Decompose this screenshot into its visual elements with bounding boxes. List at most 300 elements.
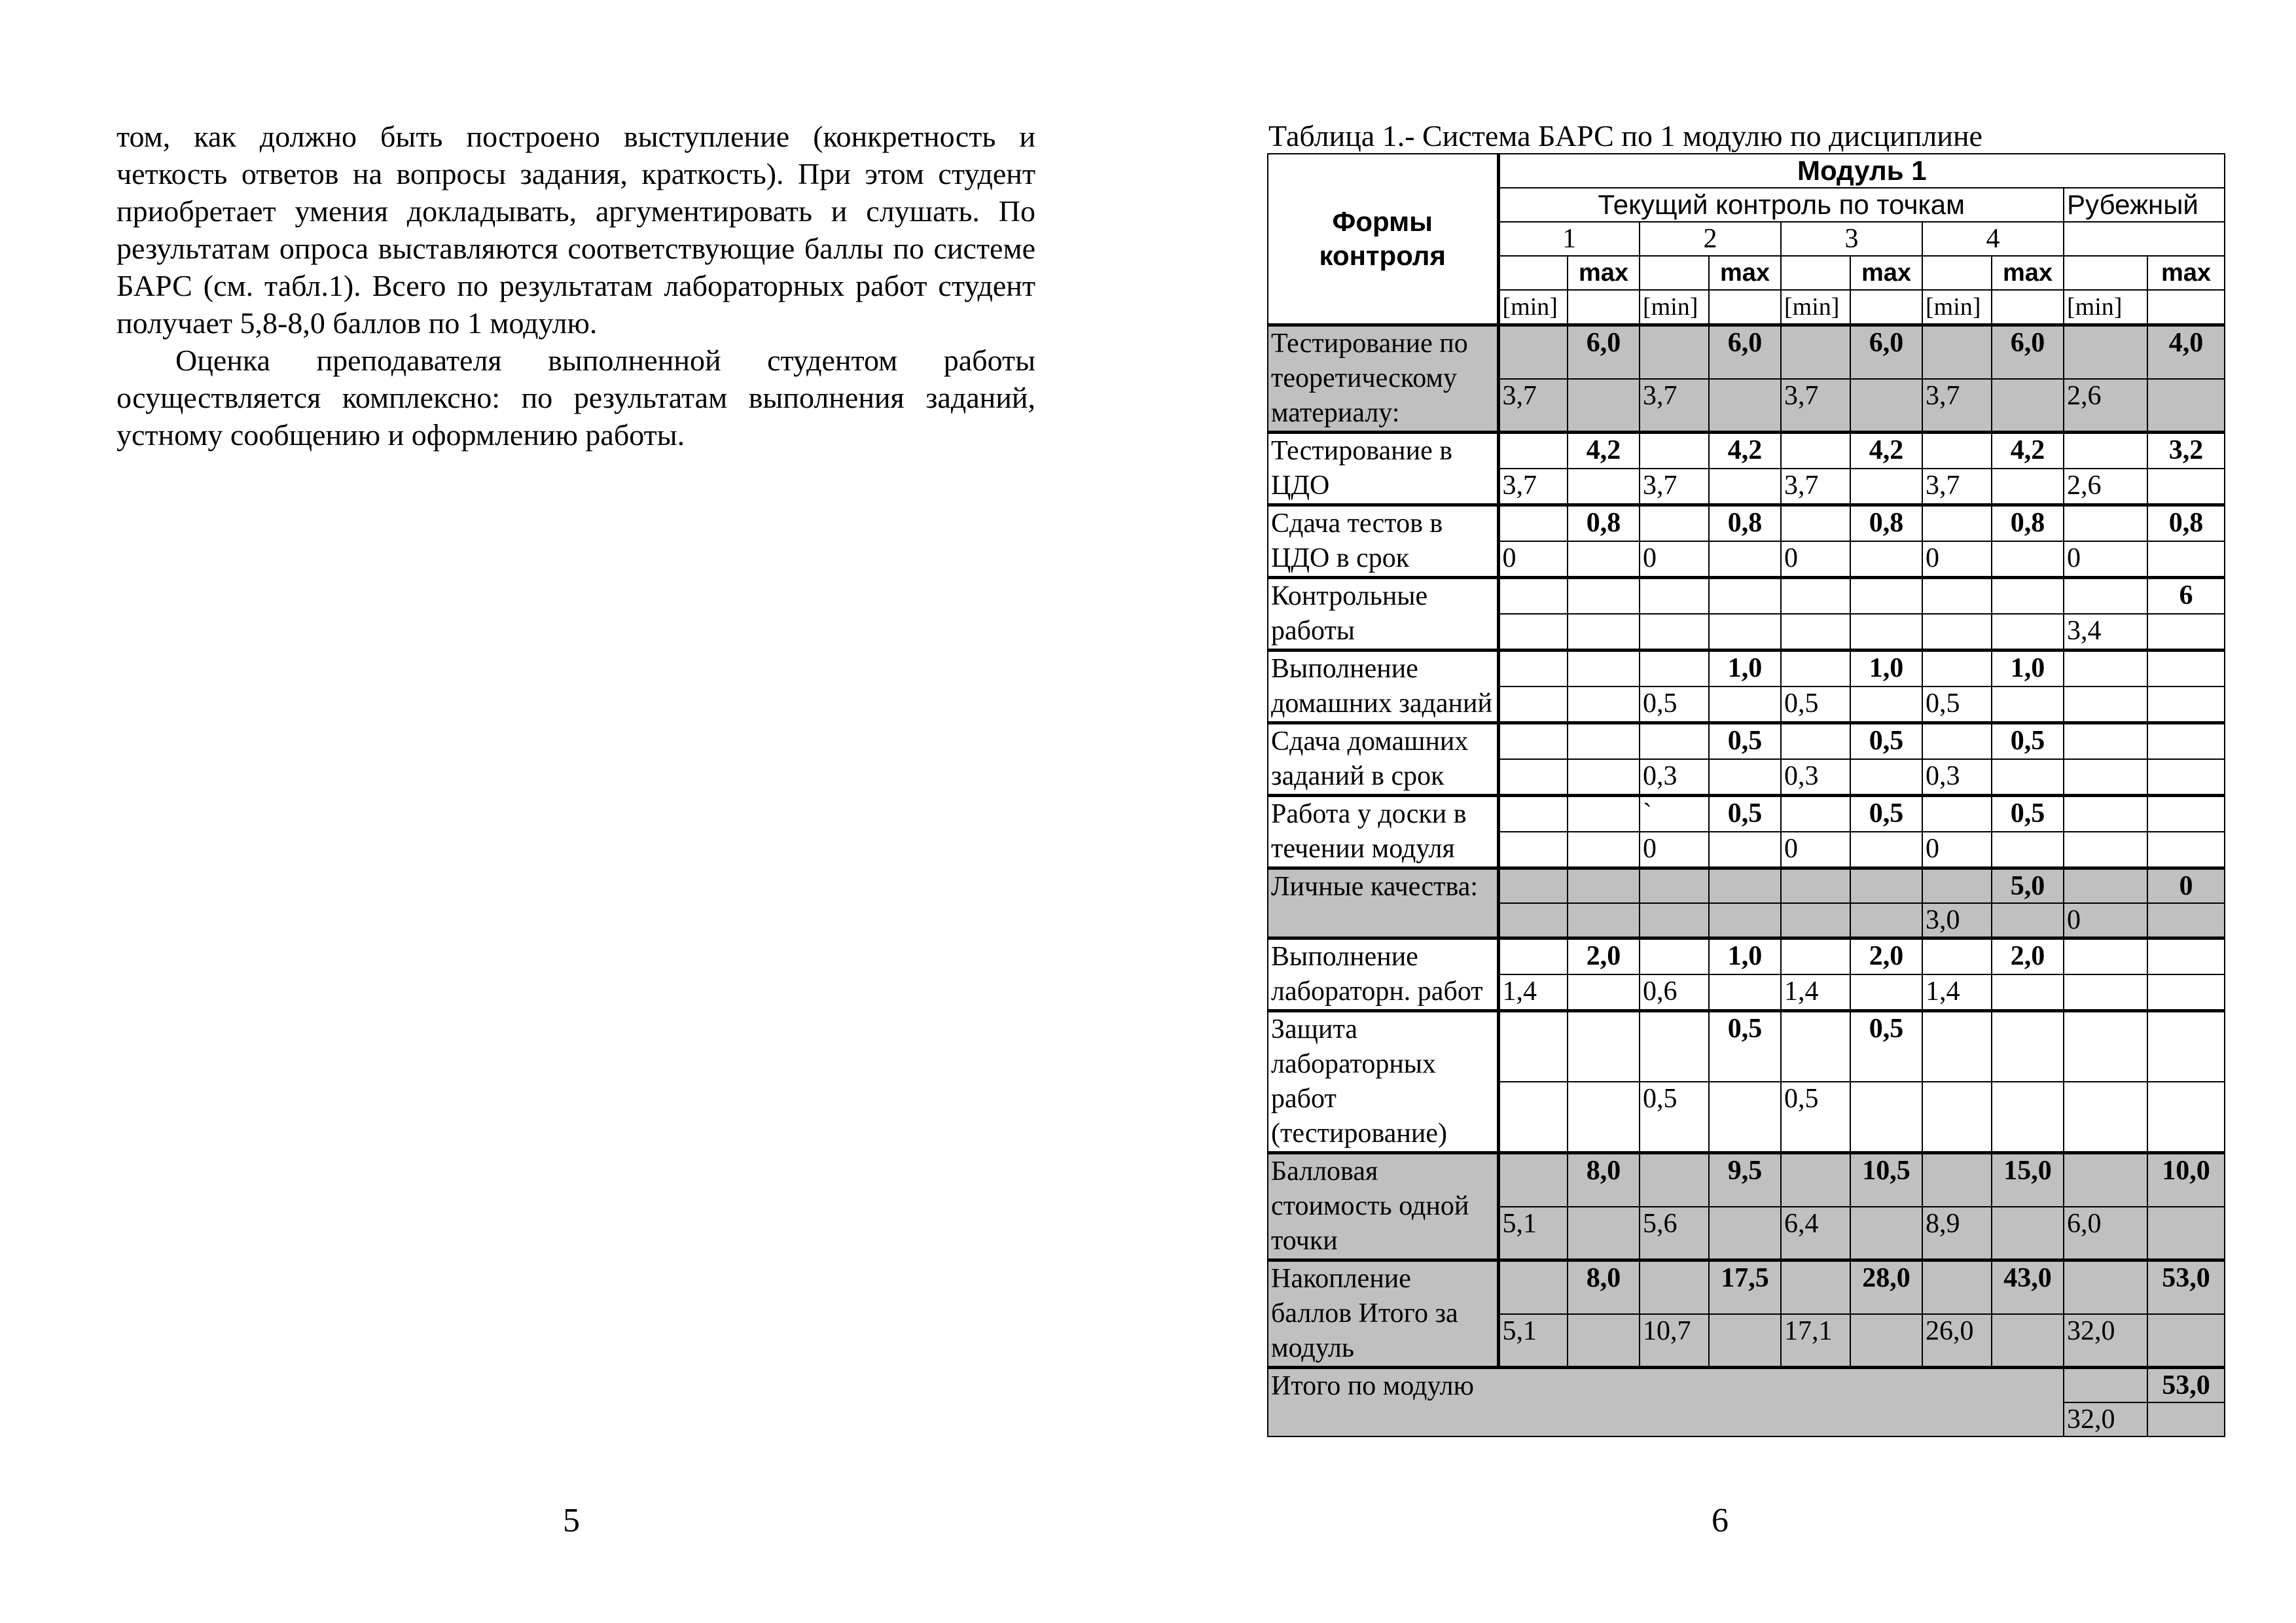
cell-min: [2064, 759, 2147, 796]
cell-max: 0,8: [1568, 505, 1640, 542]
cell-min: 3,7: [1781, 469, 1850, 505]
cell-min: 3,0: [1922, 903, 1992, 938]
cell-max: [2147, 723, 2225, 760]
cell-blank: [1922, 433, 1992, 469]
cell-max: 4,0: [2147, 325, 2225, 379]
cell-max: 0,8: [1709, 505, 1781, 542]
cell-blank: [1922, 796, 1992, 832]
table-row: [1268, 938, 2225, 975]
cell-max: 4,2: [1992, 433, 2064, 469]
row-label: Работа у доски в течении модуля: [1268, 796, 1498, 868]
cell-min: 0,3: [1640, 759, 1709, 796]
cell-blank: [1781, 868, 1850, 904]
cell-blank: [1568, 903, 1640, 938]
cell-max: [2147, 1011, 2225, 1082]
paragraph-2: Оценка преподавателя выполненной студентом работы осуществляется комплексно: по результатам выполнения заданий, устному сообщению и оформлению работы.: [117, 344, 1035, 452]
cell-blank: [2147, 541, 2225, 578]
cell-max: 0,5: [1992, 796, 2064, 832]
cell-blank: [1850, 974, 1922, 1011]
row-label: Тестирование в ЦДО: [1268, 433, 1498, 505]
row-label: Выполнение лабораторн. работ: [1268, 938, 1498, 1011]
table-row: [1268, 723, 2225, 760]
cell-min: 5,1: [1498, 1207, 1568, 1260]
cell-blank: [1498, 578, 1568, 615]
table-row: [1268, 1260, 2225, 1314]
cell-max: 6,0: [1709, 325, 1781, 379]
cell-min: 0,5: [1922, 687, 1992, 723]
cell-min: 5,1: [1498, 1314, 1568, 1368]
cell-blank: [1640, 1011, 1709, 1082]
cell-blank: [1640, 723, 1709, 760]
cell-min: 6,4: [1781, 1207, 1850, 1260]
cell-blank: [2147, 614, 2225, 651]
cell-blank: [1781, 723, 1850, 760]
cell-min: 0,6: [1640, 974, 1709, 1011]
table-row: [1268, 1153, 2225, 1207]
header-max: max: [2147, 256, 2225, 290]
cell-blank: [2064, 578, 2147, 615]
cell-blank: [1640, 1260, 1709, 1314]
cell-max: 0,8: [1992, 505, 2064, 542]
cell-blank: [2147, 974, 2225, 1011]
cell-max: 6,0: [1992, 325, 2064, 379]
header-final: Рубежный: [2064, 188, 2225, 222]
cell-blank: [2064, 1011, 2147, 1082]
cell-max: 3,2: [2147, 433, 2225, 469]
cell-max: 10,5: [1850, 1153, 1922, 1207]
cell-blank: [1922, 505, 1992, 542]
cell-blank: [1781, 1153, 1850, 1207]
cell-min: 1,4: [1498, 974, 1568, 1011]
cell-blank: [1568, 541, 1640, 578]
header-min: [min]: [1640, 290, 1709, 325]
cell-max: [1568, 796, 1640, 832]
cell-blank: [1709, 1314, 1781, 1368]
cell-max: [1568, 1011, 1640, 1082]
cell-blank: [1568, 469, 1640, 505]
cell-min: 6,0: [2064, 1207, 2147, 1260]
table-row: [1268, 868, 2225, 904]
table-row: [1268, 1011, 2225, 1082]
cell-blank: [1498, 651, 1568, 687]
header-min: [min]: [1781, 290, 1850, 325]
cell-blank: [1498, 938, 1568, 975]
cell-blank: [1922, 938, 1992, 975]
cell-blank: [1568, 379, 1640, 433]
cell-min: 0,5: [1640, 1082, 1709, 1153]
cell-max: 4,2: [1709, 433, 1781, 469]
cell-min: [2064, 1082, 2147, 1153]
cell-blank: [1709, 832, 1781, 868]
cell-blank: [1850, 687, 1922, 723]
cell-min: [1781, 903, 1850, 938]
cell-blank: [1922, 868, 1992, 904]
cell-blank: [2064, 433, 2147, 469]
header-point-4: 4: [1922, 222, 2064, 256]
cell-max: 53,0: [2147, 1260, 2225, 1314]
blank: [1709, 290, 1781, 325]
header-min: [min]: [1922, 290, 1992, 325]
cell-blank: [1498, 1260, 1568, 1314]
cell-blank: [1640, 1153, 1709, 1207]
cell-blank: [1640, 433, 1709, 469]
cell-min: 0,5: [1781, 1082, 1850, 1153]
cell-max: 0,5: [1992, 723, 2064, 760]
cell-blank: [2147, 1314, 2225, 1368]
table-row: [1268, 505, 2225, 542]
cell-blank: [1709, 1082, 1781, 1153]
cell-min: 3,7: [1640, 469, 1709, 505]
row-label: Защита лабораторных работ (тестирование): [1268, 1011, 1498, 1153]
cell-blank: [2147, 1207, 2225, 1260]
cell-blank: [2147, 469, 2225, 505]
cell-max: 8,0: [1568, 1153, 1640, 1207]
cell-blank: [1850, 1207, 1922, 1260]
cell-blank: [1850, 1082, 1922, 1153]
cell-blank: [2147, 903, 2225, 938]
cell-max: 4,2: [1568, 433, 1640, 469]
table-row: [1268, 796, 2225, 832]
cell-max: [1992, 578, 2064, 615]
cell-min: 0,5: [1781, 687, 1850, 723]
cell-min: 0: [1922, 541, 1992, 578]
cell-blank: [1992, 379, 2064, 433]
cell-min: 3,7: [1640, 379, 1709, 433]
cell-blank: [2064, 938, 2147, 975]
cell-blank: [1568, 974, 1640, 1011]
header-min: [min]: [2064, 290, 2147, 325]
cell-min: [2064, 687, 2147, 723]
cell-min: [1640, 903, 1709, 938]
cell-blank: [1498, 505, 1568, 542]
cell-blank: [1781, 651, 1850, 687]
cell-blank: [1850, 1314, 1922, 1368]
cell-max: [1568, 578, 1640, 615]
cell-blank: [1850, 759, 1922, 796]
cell-blank: [1568, 832, 1640, 868]
cell-blank: [1498, 433, 1568, 469]
blank: [1781, 256, 1850, 290]
header-min: [min]: [1498, 290, 1568, 325]
cell-max: [2147, 938, 2225, 975]
cell-blank: [1568, 1207, 1640, 1260]
cell-blank: [2147, 1082, 2225, 1153]
cell-max: 17,5: [1709, 1260, 1781, 1314]
cell-blank: [1922, 1153, 1992, 1207]
cell-blank: [1640, 868, 1709, 904]
cell-blank: [1498, 723, 1568, 760]
cell-min: [1781, 614, 1850, 651]
cell-blank: [1992, 469, 2064, 505]
total-label: Итого по модулю: [1268, 1368, 2064, 1437]
paragraph-1: том, как должно быть построено выступление (конкретность и четкость ответов на вопросы задания, краткость). При этом студент приобретает умения докладывать, аргументировать и слушать. По результатам опроса выставляются соответствующие баллы по системе БАРС (см. табл.1). Всего по результатам лабораторных работ студент получает 5,8-8,0 баллов по 1 модулю.: [117, 120, 1035, 340]
cell-blank: [1992, 759, 2064, 796]
cell-blank: [1992, 541, 2064, 578]
blank: [1922, 256, 1992, 290]
cell-blank: [1850, 469, 1922, 505]
cell-max: 0,5: [1850, 1011, 1922, 1082]
cell-blank: [1709, 759, 1781, 796]
cell-max: [2147, 651, 2225, 687]
cell-max: 0,5: [1850, 796, 1922, 832]
cell-blank: [1781, 1260, 1850, 1314]
cell-blank: [1781, 325, 1850, 379]
cell-max: 6,0: [1850, 325, 1922, 379]
cell-max: [1568, 723, 1640, 760]
cell-max: 1,0: [1709, 651, 1781, 687]
cell-blank: [2064, 651, 2147, 687]
cell-blank: [2064, 868, 2147, 904]
cell-max: [1568, 868, 1640, 904]
header-max: max: [1568, 256, 1640, 290]
cell-min: [1922, 614, 1992, 651]
cell-max: 0,5: [1709, 723, 1781, 760]
cell-blank: [1640, 578, 1709, 615]
blank: [1850, 290, 1922, 325]
header-point-1: 1: [1498, 222, 1640, 256]
row-label: Накопление баллов Итого за модуль: [1268, 1260, 1498, 1368]
header-point-2: 2: [1640, 222, 1781, 256]
row-label: Балловая стоимость одной точки: [1268, 1153, 1498, 1260]
header-point-3: 3: [1781, 222, 1922, 256]
cell-max: 0,8: [2147, 505, 2225, 542]
cell-blank: [1709, 379, 1781, 433]
cell-blank: [2064, 796, 2147, 832]
total-min: 32,0: [2064, 1402, 2147, 1436]
cell-min: 0,5: [1640, 687, 1709, 723]
header-current: Текущий контроль по точкам: [1498, 188, 2064, 222]
cell-blank: [1640, 325, 1709, 379]
cell-blank: [1922, 1011, 1992, 1082]
cell-blank: [1781, 938, 1850, 975]
header-module: Модуль 1: [1498, 154, 2225, 188]
blank: [2064, 256, 2147, 290]
cell-min: [1922, 1082, 1992, 1153]
cell-max: 9,5: [1709, 1153, 1781, 1207]
cell-blank: [1922, 651, 1992, 687]
cell-blank: [1922, 578, 1992, 615]
cell-min: 10,7: [1640, 1314, 1709, 1368]
cell-blank: [2147, 832, 2225, 868]
cell-blank: [1850, 614, 1922, 651]
cell-blank: [1709, 903, 1781, 938]
header-max: max: [1850, 256, 1922, 290]
table-caption: Таблица 1.- Система БАРС по 1 модулю по дисциплине: [1268, 119, 1982, 152]
cell-min: [1498, 903, 1568, 938]
cell-blank: [2064, 1368, 2147, 1403]
cell-max: 0,5: [1709, 1011, 1781, 1082]
cell-blank: [1992, 832, 2064, 868]
table-row-total: [1268, 1368, 2225, 1403]
header-forms: Формы контроля: [1268, 154, 1498, 325]
blank: [1498, 256, 1568, 290]
cell-blank: [1498, 1011, 1568, 1082]
cell-min: [1498, 1082, 1568, 1153]
cell-min: 3,7: [1498, 469, 1568, 505]
cell-blank: [1781, 433, 1850, 469]
cell-blank: [1992, 687, 2064, 723]
cell-blank: [2064, 1260, 2147, 1314]
cell-blank: [1850, 903, 1922, 938]
cell-blank: [2147, 687, 2225, 723]
cell-min: 0: [1922, 832, 1992, 868]
cell-blank: [1992, 1314, 2064, 1368]
cell-blank: [1640, 505, 1709, 542]
cell-min: 0: [1498, 541, 1568, 578]
cell-min: [1498, 832, 1568, 868]
cell-blank: [1992, 1207, 2064, 1260]
cell-max: 5,0: [1992, 868, 2064, 904]
cell-blank: [2147, 1402, 2225, 1436]
cell-max: 8,0: [1568, 1260, 1640, 1314]
cell-max: 1,0: [1850, 651, 1922, 687]
cell-max: 15,0: [1992, 1153, 2064, 1207]
row-label: Сдача домашних заданий в срок: [1268, 723, 1498, 796]
cell-blank: [1922, 723, 1992, 760]
cell-min: 0: [1781, 541, 1850, 578]
row-label: Сдача тестов в ЦДО в срок: [1268, 505, 1498, 578]
cell-min: 32,0: [2064, 1314, 2147, 1368]
cell-min: 3,7: [1922, 469, 1992, 505]
cell-min: [2064, 974, 2147, 1011]
cell-blank: [1709, 974, 1781, 1011]
cell-blank: [1568, 614, 1640, 651]
table-row: [1268, 578, 2225, 615]
cell-min: 0: [1640, 832, 1709, 868]
cell-max: 6,0: [1568, 325, 1640, 379]
bars-table: [1267, 153, 2225, 1437]
cell-max: 4,2: [1850, 433, 1922, 469]
cell-max: 43,0: [1992, 1260, 2064, 1314]
cell-max: 2,0: [1992, 938, 2064, 975]
blank: [1568, 290, 1640, 325]
cell-min: 8,9: [1922, 1207, 1992, 1260]
cell-max: [1850, 578, 1922, 615]
cell-blank: [1992, 903, 2064, 938]
cell-min: 3,7: [1922, 379, 1992, 433]
cell-blank: [1568, 759, 1640, 796]
cell-min: 5,6: [1640, 1207, 1709, 1260]
page-number-left: 5: [563, 1502, 580, 1539]
page-number-right: 6: [1712, 1502, 1729, 1539]
cell-blank: [1498, 796, 1568, 832]
cell-min: 0: [2064, 541, 2147, 578]
cell-max: 28,0: [1850, 1260, 1922, 1314]
cell-blank: [1568, 1314, 1640, 1368]
cell-blank: `: [1640, 796, 1709, 832]
cell-max: 0,5: [1850, 723, 1922, 760]
cell-blank: [1850, 379, 1922, 433]
cell-blank: [2147, 759, 2225, 796]
cell-blank: [1568, 687, 1640, 723]
cell-min: [2064, 832, 2147, 868]
cell-max: 6: [2147, 578, 2225, 615]
cell-blank: [1922, 325, 1992, 379]
cell-blank: [1781, 505, 1850, 542]
cell-min: 0: [2064, 903, 2147, 938]
cell-blank: [1922, 1260, 1992, 1314]
cell-min: 3,7: [1498, 379, 1568, 433]
cell-min: 0,3: [1922, 759, 1992, 796]
cell-max: [1992, 1011, 2064, 1082]
cell-min: 3,4: [2064, 614, 2147, 651]
cell-blank: [2064, 505, 2147, 542]
cell-max: [1568, 651, 1640, 687]
row-label: Личные качества:: [1268, 868, 1498, 938]
cell-blank: [1781, 796, 1850, 832]
cell-max: [2147, 796, 2225, 832]
cell-min: 3,7: [1781, 379, 1850, 433]
cell-blank: [1709, 469, 1781, 505]
blank: [2147, 290, 2225, 325]
cell-blank: [1498, 1153, 1568, 1207]
header-final-blank: [2064, 222, 2225, 256]
cell-min: 26,0: [1922, 1314, 1992, 1368]
cell-blank: [1992, 614, 2064, 651]
blank: [1992, 290, 2064, 325]
cell-min: 0: [1781, 832, 1850, 868]
cell-blank: [2147, 379, 2225, 433]
cell-blank: [1709, 1207, 1781, 1260]
cell-min: [1498, 759, 1568, 796]
cell-max: 0: [2147, 868, 2225, 904]
cell-blank: [1640, 651, 1709, 687]
table-row: [1268, 651, 2225, 687]
cell-blank: [1498, 325, 1568, 379]
cell-min: 1,4: [1922, 974, 1992, 1011]
header-max: max: [1709, 256, 1781, 290]
cell-min: 0: [1640, 541, 1709, 578]
cell-blank: [1640, 938, 1709, 975]
cell-max: 1,0: [1992, 651, 2064, 687]
cell-min: 2,6: [2064, 469, 2147, 505]
cell-blank: [1498, 868, 1568, 904]
table-row: [1268, 433, 2225, 469]
cell-blank: [2064, 1153, 2147, 1207]
cell-min: 0,3: [1781, 759, 1850, 796]
cell-min: 17,1: [1781, 1314, 1850, 1368]
row-label: Тестирование по теоретическому материалу:: [1268, 325, 1498, 433]
cell-min: [1640, 614, 1709, 651]
row-label: Выполнение домашних заданий: [1268, 651, 1498, 723]
cell-max: 10,0: [2147, 1153, 2225, 1207]
cell-blank: [1781, 578, 1850, 615]
cell-blank: [1709, 687, 1781, 723]
cell-blank: [1850, 541, 1922, 578]
cell-blank: [1992, 1082, 2064, 1153]
cell-blank: [2064, 723, 2147, 760]
cell-max: [1709, 868, 1781, 904]
cell-min: [1498, 614, 1568, 651]
total-max: 53,0: [2147, 1368, 2225, 1403]
cell-blank: [1709, 541, 1781, 578]
cell-blank: [1850, 832, 1922, 868]
cell-max: 2,0: [1850, 938, 1922, 975]
row-label: Контрольные работы: [1268, 578, 1498, 651]
table-row: [1268, 325, 2225, 379]
cell-max: 2,0: [1568, 938, 1640, 975]
cell-blank: [1992, 974, 2064, 1011]
cell-blank: [1568, 1082, 1640, 1153]
cell-max: 0,5: [1709, 796, 1781, 832]
left-page-text: [117, 118, 1035, 454]
cell-min: 1,4: [1781, 974, 1850, 1011]
cell-min: [1498, 687, 1568, 723]
cell-max: [1850, 868, 1922, 904]
cell-max: 0,8: [1850, 505, 1922, 542]
cell-blank: [1781, 1011, 1850, 1082]
cell-max: [1709, 578, 1781, 615]
